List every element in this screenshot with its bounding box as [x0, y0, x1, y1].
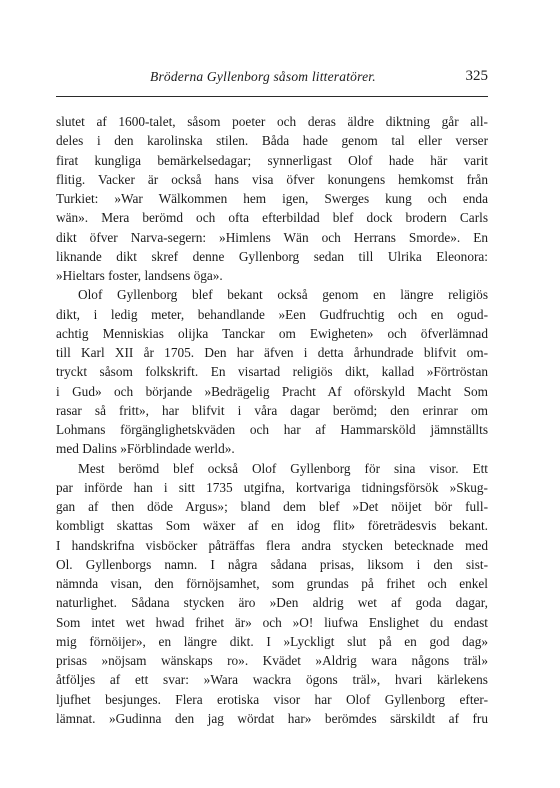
text-line: kombligt skattas Som wäxer af en idog flit» företrädesvis bekant.	[56, 518, 488, 534]
text-line: par införde han i sitt 1735 utgifna, kortvariga tidningsförsök »Skug-	[56, 479, 488, 495]
text-line: Mest berömd blef också Olof Gyllenborg för sina visor. Ett	[78, 460, 488, 476]
text-line: dikt, i ledig meter, behandlande »Een Gudfruchtig och en ogud-	[56, 306, 488, 322]
text-line: med Dalins »Förblindade werld».	[56, 441, 235, 457]
text-line: åtföljes af ett svar: »Wara wackra ögons träl», hvari kärlekens	[56, 672, 488, 688]
paragraph-1	[56, 112, 488, 285]
text-line: gan af then döde Argus»; bland dem blef »Det nöijet bör full-	[56, 499, 488, 514]
text-line: ljufhet besjunges. Flera erotiska visor har Olof Gyllenborg efter-	[56, 691, 488, 707]
text-line: mig förnöijer», en längre dikt. I »Lyckligt slut på en god dag»	[56, 633, 488, 649]
text-line: prisas »nöjsam wänskaps ro». Kvädet »Aldrig wara någons träl»	[56, 653, 488, 668]
text-line: Som intet wet hwad frihet är» och »O! liufwa Enslighet du endast	[56, 614, 488, 630]
text-line: rasar så fritt», har blifvit i våra dagar berömd; den erinrar om	[56, 402, 488, 418]
text-line: naturlighet. Sådana stycken äro »Den aldrig wet af goda dagar,	[56, 595, 488, 611]
text-line: wän». Mera berömd och ofta efterbildad blef dock brodern Carls	[56, 210, 488, 226]
text-line: Ol. Gyllenborgs namn. I några sådana prisas, liksom i den sist-	[56, 556, 488, 572]
body-text	[56, 112, 488, 728]
header-rule	[56, 96, 488, 97]
text-line: I handskrifna visböcker påträffas flera andra stycken betecknade med	[56, 537, 488, 553]
page-number: 325	[465, 68, 488, 84]
text-line: till Karl XII år 1705. Den har äfven i detta århundrade blifvit om-	[56, 345, 488, 360]
text-line: tryckt såsom folkskrift. En visartad religiös dikt, kallad »Förtröstan	[56, 364, 488, 380]
text-line: »Hieltars foster, landsens öga».	[56, 268, 223, 283]
text-line: slutet af 1600-talet, såsom poeter och deras äldre diktning går all-	[56, 114, 488, 129]
paragraph-3	[56, 459, 488, 729]
text-line: dikt öfver Narva-segern: »Himlens Wän och Herrans Smorde». En	[56, 229, 488, 245]
text-line: Olof Gyllenborg blef bekant också genom en längre religiös	[78, 287, 488, 303]
text-line: Lohmans förgänglighetskväden och har af Hammarsköld jämnställts	[56, 422, 488, 437]
text-line: Turkiet: »War Wälkommen hem igen, Swerges kung och enda	[56, 191, 488, 206]
text-line: nämnda visan, den förnöjsamhet, som grundas på frihet och enkel	[56, 576, 488, 591]
running-head	[56, 69, 488, 89]
running-title: Bröderna Gyllenborg såsom litteratörer.	[150, 69, 376, 84]
text-line: flitig. Vacker är också hans visa öfver konungens hemkomst från	[56, 171, 488, 187]
text-line: lämnat. »Gudinna den jag wördat har» berömdes särskildt af fru	[56, 710, 488, 726]
text-line: achtig Menniskias olijka Tanckar om Ewigheten» och öfverlämnad	[56, 325, 488, 341]
text-line: deles i den karolinska stilen. Båda hade genom tal eller verser	[56, 133, 488, 149]
text-line: liknande dikt skref denne Gyllenborg sedan till Ulrika Eleonora:	[56, 248, 488, 264]
text-line: firat kungliga bemärkelsedagar; synnerligast Olof hade här varit	[56, 152, 488, 168]
text-line: i Gud» och börjande »Bedrägelig Pracht Af oförskyld Macht Som	[56, 383, 488, 399]
paragraph-2	[56, 285, 488, 458]
